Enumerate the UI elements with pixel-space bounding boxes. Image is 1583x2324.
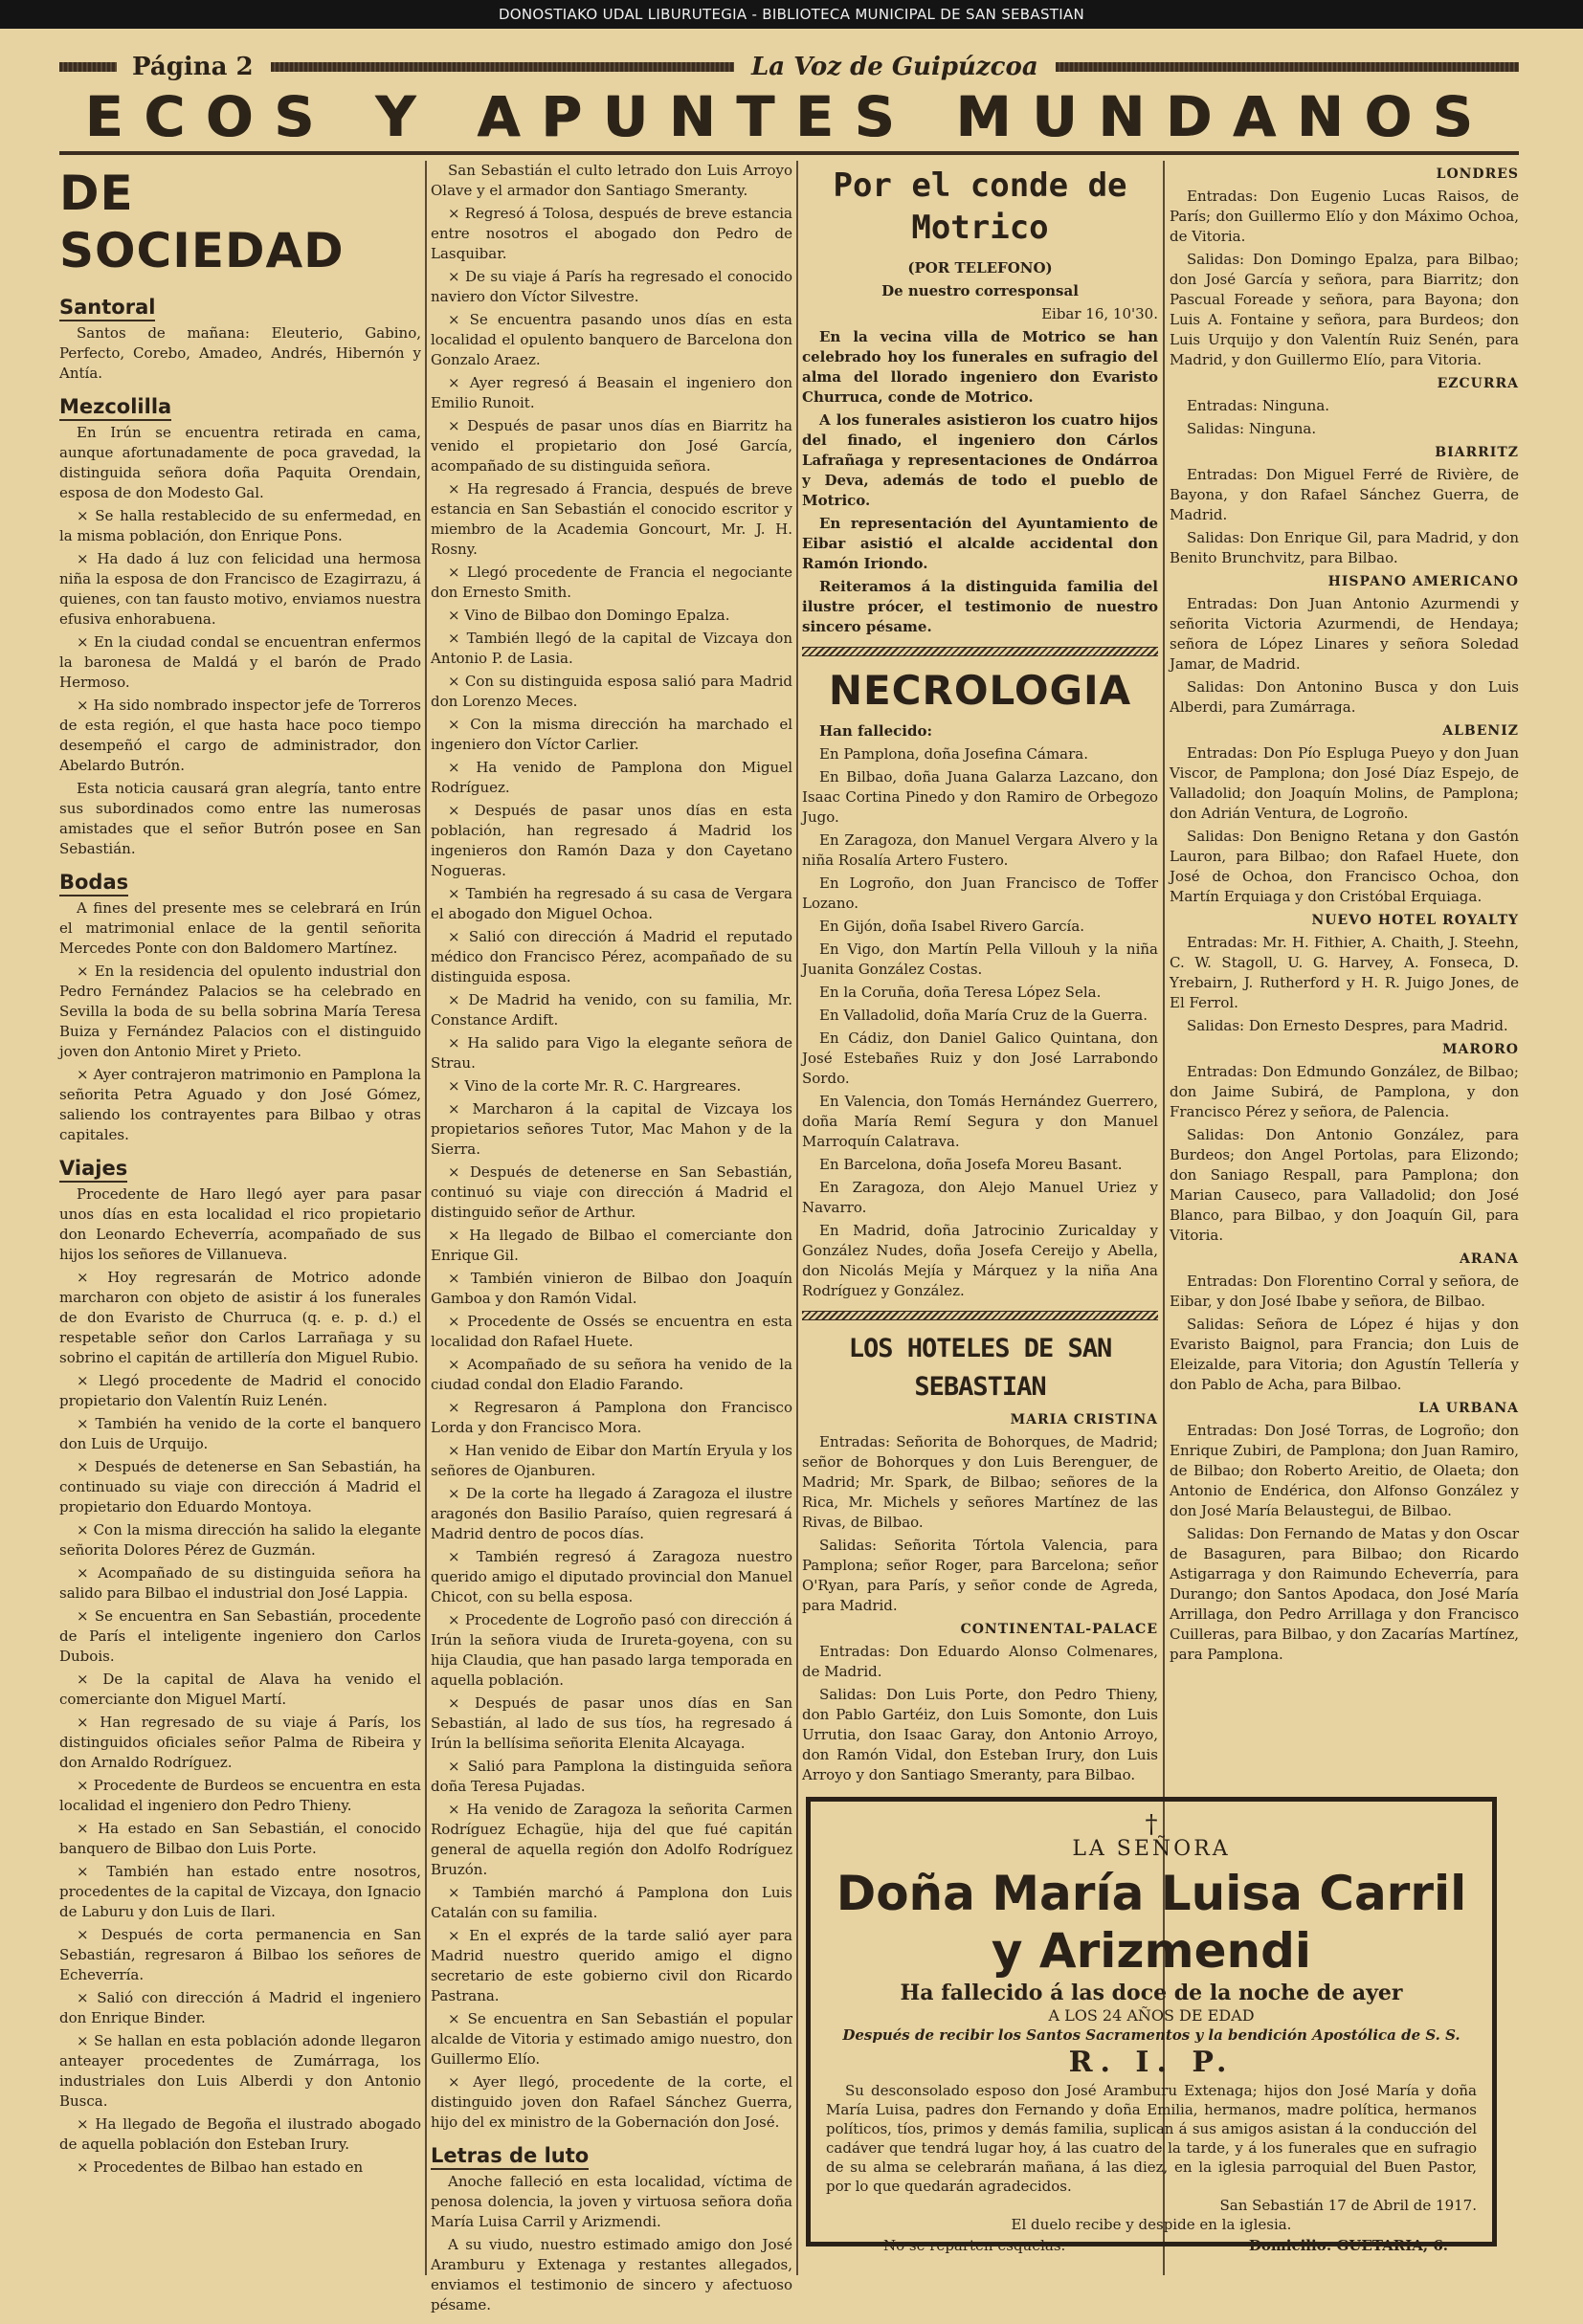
news-item: A los funerales asistieron los cuatro hijos del finado, el ingeniero don Cárlos Lafrañaga y representaciones de Ondárroa y Deva, además de todo el pueblo de Motrico.: [802, 411, 1158, 509]
death-item: En Zaragoza, don Manuel Vergara Alvero y la niña Rosalía Artero Fustero.: [802, 831, 1158, 869]
obituary-date: San Sebastián 17 de Abril de 1917.: [1219, 2197, 1477, 2214]
death-item: En Valencia, don Tomás Hernández Guerrero, doña María Remí Segura y don Manuel Marroquín Calatrava.: [802, 1093, 1158, 1150]
news-item: × Procedente de Burdeos se encuentra en esta localidad el ingeniero don Pedro Thieny.: [59, 1777, 421, 1814]
hotel-entry: Salidas: Señora de López é hijas y don Evaristo Baignol, para Francia; don Luis de Eleizalde, para Vitoria; don Agustín Tellería y don Pablo de Acha, para Bilbao.: [1170, 1316, 1519, 1393]
news-item: × En el exprés de la tarde salió ayer para Madrid nuestro querido amigo el digno secretario de este gobierno civil don Ricardo Pastrana.: [431, 1927, 792, 2004]
dateline: Eibar 16, 10'30.: [1041, 305, 1158, 322]
obituary-body: Su desconsolado esposo don José Aramburu Extenaga; hijos don José María y doña María Luisa, padres don Fernando y doña Emilia, hermanos, madre política, hermanos políticos, tíos, primos y demás familia, suplican á sus amigos asistan á la conducción del cadáver que tendrá lugar hoy, á las cuatro de la tarde, y á los funerales que en sufragio de su alma se celebrarán mañana, á las diez, en la iglesia parroquial del Buen Pastor, por lo que quedarán agradecidos.: [826, 2082, 1477, 2195]
age-statement: A LOS 24 AÑOS DE EDAD: [1048, 2006, 1255, 2025]
correspondent: De nuestro corresponsal: [881, 282, 1079, 299]
obituary-la-senora: LA SEÑORA: [1072, 1837, 1231, 1861]
news-item: × Regresó á Tolosa, después de breve estancia entre nosotros el abogado don Pedro de Lasquibar.: [431, 205, 792, 262]
news-item: × Se hallan en esta población adonde llegaron anteayer procedentes de Zumárraga, los industriales don Luis Alberdi y don Antonio Busca.: [59, 2032, 421, 2110]
news-item: San Sebastián el culto letrado don Luis Arroyo Olave y el armador don Santiago Smeranty.: [431, 162, 792, 199]
hotel-entry: Salidas: Don Ernesto Despres, para Madrid.: [1187, 1017, 1508, 1034]
news-item: × Ha estado en San Sebastián, el conocido banquero de Bilbao don Luis Porte.: [59, 1820, 421, 1857]
news-item: × Procedente de Logroño pasó con dirección á Irún la señora viuda de Irureta-goyena, con su hija Claudia, que han pasado larga temporada en aquella población.: [431, 1611, 792, 1689]
news-item: × Después de detenerse en San Sebastián, continuó su viaje con dirección á Madrid el distinguido señor de Arthur.: [431, 1163, 792, 1221]
header-rule: [271, 62, 734, 72]
divider: [802, 1311, 1158, 1320]
news-item: × De Madrid ha venido, con su familia, Mr. Constance Ardift.: [431, 991, 792, 1029]
hotel-name: LONDRES: [1436, 166, 1519, 182]
travel-notes-list: [431, 161, 792, 2133]
news-item: En representación del Ayuntamiento de Eibar asistió el alcalde accidental don Ramón Iriondo.: [802, 515, 1158, 572]
news-item: × Con su distinguida esposa salió para Madrid don Lorenzo Meces.: [431, 673, 792, 710]
news-item: × Vino de Bilbao don Domingo Epalza.: [448, 607, 730, 624]
bodas-heading: Bodas: [59, 870, 128, 896]
divider: [802, 647, 1158, 656]
death-item: En Valladolid, doña María Cruz de la Guerra.: [819, 1007, 1148, 1024]
news-item: En la vecina villa de Motrico se han celebrado hoy los funerales en sufragio del alma del llorado ingeniero don Evaristo Churruca, conde de Motrico.: [802, 328, 1158, 406]
news-item: × También vinieron de Bilbao don Joaquín Gamboa y don Ramón Vidal.: [431, 1270, 792, 1307]
news-item: × Ha llegado de Begoña el ilustrado abogado de aquella población don Esteban Irury.: [59, 2115, 421, 2153]
hotel-name: CONTINENTAL-PALACE: [960, 1622, 1158, 1637]
news-item: × Con la misma dirección ha salido la elegante señorita Dolores Pérez de Guzmán.: [59, 1521, 421, 1559]
column-divider: [796, 161, 798, 2275]
news-item: × También llegó de la capital de Vizcaya don Antonio P. de Lasia.: [431, 630, 792, 667]
news-item: × Llegó procedente de Madrid el conocido propietario don Valentín Ruiz Lenén.: [59, 1372, 421, 1409]
news-item: × Después de detenerse en San Sebastián, ha continuado su viaje con dirección á Madrid el propietario don Eduardo Montoya.: [59, 1458, 421, 1516]
hotel-entry: Entradas: Don Pío Espluga Pueyo y don Juan Viscor, de Pamplona; don José Díaz Espejo, de Valladolid; don Joaquín Molins, de Pamplona; don Adrián Ventura, de Logroño.: [1170, 744, 1519, 822]
title-rule: [59, 151, 1519, 155]
hotel-name: ALBENIZ: [1442, 723, 1519, 739]
news-item: × Ayer llegó, procedente de la corte, el distinguido joven don Rafael Sánchez Guerra, hijo del ex ministro de la Gobernación don José.: [431, 2073, 792, 2131]
hotel-entry: Salidas: Don Domingo Epalza, para Bilbao; don José García y señora, para Biarritz; don Pascual Foreade y señora, para Bayona; don Luis A. Fontaine y señora, para Burdeos; don Luis Urquijo y don Valentín Ruiz Senén, para Madrid, y don Guillermo Elío, para Vitoria.: [1170, 251, 1519, 368]
news-item: × Vino de la corte Mr. R. C. Hargreares.: [448, 1077, 742, 1095]
news-item: × Acompañado de su señora ha venido de la ciudad condal don Eladio Farando.: [431, 1356, 792, 1393]
news-item: × Ayer contrajeron matrimonio en Pamplona la señorita Petra Aguado y don José Gómez, saliendo los contrayentes para Bilbao y otras capitales.: [59, 1066, 421, 1143]
news-item: × Después de corta permanencia en San Sebastián, regresaron á Bilbao los señores de Echeverría.: [59, 1926, 421, 1983]
hotel-entry: Salidas: Ninguna.: [1187, 420, 1317, 437]
news-item: × Hoy regresarán de Motrico adonde marcharon con objeto de asistir á los funerales de don Evaristo de Churruca (q. e. p. d.) el respetable señor don Carlos Larrañaga y su sobrino el capitán de artillería don Miguel Rubio.: [59, 1269, 421, 1366]
hotel-list: [802, 1410, 1158, 1785]
news-item: × Llegó procedente de Francia el negociante don Ernesto Smith.: [431, 564, 792, 601]
death-item: En la Coruña, doña Teresa López Sela.: [819, 984, 1102, 1001]
santoral-heading: Santoral: [59, 295, 155, 321]
deceased-name: Doña María Luisa Carril y Arizmendi: [836, 1866, 1467, 1979]
mezcolilla-heading: Mezcolilla: [59, 394, 171, 421]
news-item: × Se encuentra en San Sebastián, procedente de París el inteligente ingeniero don Carlos Dubois.: [59, 1607, 421, 1665]
hotel-entry: Entradas: Señorita de Bohorques, de Madrid; señor de Bohorques y don Luis Berenguer, de Madrid; Mr. Spark, de Bilbao; señores de la Rica, Mr. Michels y señores Martínez de las Rivas, de Bilbao.: [802, 1433, 1158, 1531]
santoral-text: Santos de mañana: Eleuterio, Gabino, Perfecto, Corebo, Amadeo, Andrés, Hibernón y Antía.: [59, 324, 421, 382]
hotel-entry: Salidas: Señorita Tórtola Valencia, para Pamplona; señor Roger, para Barcelona; señor O'Ryan, para París, y señor conde de Agreda, para Madrid.: [802, 1537, 1158, 1614]
death-item: En Vigo, don Martín Pella Villouh y la niña Juanita González Costas.: [802, 941, 1158, 978]
news-item: Anoche falleció en esta localidad, víctima de penosa dolencia, la joven y virtuosa señora doña María Luisa Carril y Arizmendi.: [431, 2173, 792, 2230]
news-item: × Después de pasar unos días en San Sebastián, al lado de sus tíos, ha regresado á Irún la bellísima señorita Elenita Alcayaga.: [431, 1694, 792, 1752]
news-item: Reiteramos á la distinguida familia del ilustre prócer, el testimonio de nuestro sincero pésame.: [802, 578, 1158, 635]
hotel-entry: Entradas: Ninguna.: [1187, 397, 1330, 414]
column-sociedad: [59, 161, 421, 2275]
death-statement: Ha fallecido á las doce de la noche de ayer: [900, 1981, 1403, 2005]
no-esquelas-note: No se reparten esquelas.: [883, 2237, 1066, 2254]
han-fallecido: Han fallecido:: [819, 722, 932, 740]
news-item: En Irún se encuentra retirada en cama, aunque afortunadamente de poca gravedad, la distinguida señora doña Paquita Orendain, esposa de don Modesto Gal.: [59, 424, 421, 501]
newspaper-name: La Voz de Guipúzcoa: [750, 53, 1038, 81]
news-item: × También regresó á Zaragoza nuestro querido amigo el diputado provincial don Manuel Chicot, con su bella esposa.: [431, 1548, 792, 1605]
news-item: × De la capital de Alava ha venido el comerciante don Miguel Martí.: [59, 1671, 421, 1708]
news-item: × Se halla restablecido de su enfermedad, en la misma población, don Enrique Pons.: [59, 507, 421, 544]
news-item: × También ha venido de la corte el banquero don Luis de Urquijo.: [59, 1415, 421, 1452]
viajes-list: [59, 1184, 421, 2178]
news-item: × Ayer regresó á Beasain el ingeniero don Emilio Runoit.: [431, 374, 792, 411]
death-item: En Zaragoza, don Alejo Manuel Uriez y Navarro.: [802, 1179, 1158, 1216]
news-item: × Después de pasar unos días en esta población, han regresado á Madrid los ingenieros don Ramón Daza y don Cayetano Nogueras.: [431, 802, 792, 879]
news-item: × Ha venido de Pamplona don Miguel Rodríguez.: [431, 759, 792, 796]
hotel-entry: Salidas: Don Antonino Busca y don Luis Alberdi, para Zumárraga.: [1170, 678, 1519, 716]
hotel-entry: Entradas: Don José Torras, de Logroño; don Enrique Zubiri, de Pamplona; don Juan Ramiro, de Bilbao; don Roberto Areitio, de Olaeta; don Antonio de Endérica, don Alfonso González y don José María Belaustegui, de Bilbao.: [1170, 1422, 1519, 1519]
hotel-entry: Entradas: Don Florentino Corral y señora, de Eibar, y don José Ibabe y señora, de Bilbao.: [1170, 1273, 1519, 1310]
society-heading: DE SOCIEDAD: [59, 166, 345, 278]
sacraments-statement: Después de recibir los Santos Sacramentos y la bendición Apostólica de S. S.: [842, 2026, 1460, 2044]
hotel-name: BIARRITZ: [1435, 445, 1519, 460]
news-item: × Ha sido nombrado inspector jefe de Torreros de esta región, el que hasta hace poco tiempo desempeñó el cargo de administrador, don Abelardo Butrón.: [59, 697, 421, 774]
news-item: × Ha venido de Zaragoza la señorita Carmen Rodríguez Echagüe, hija del que fué capitán general de aquella región don Adolfo Rodríguez Bruzón.: [431, 1801, 792, 1878]
news-item: × También han estado entre nosotros, procedentes de la capital de Vizcaya, don Ignacio de Laburu y don Luis de Ilari.: [59, 1863, 421, 1920]
header-rule: [1056, 62, 1519, 72]
hotel-name: LA URBANA: [1418, 1401, 1519, 1416]
luto-heading: Letras de luto: [431, 2143, 589, 2170]
hotel-entry: Entradas: Don Miguel Ferré de Rivière, de Bayona, y don Rafael Sánchez Guerra, de Madrid.: [1170, 466, 1519, 523]
hotel-name: EZCURRA: [1437, 376, 1519, 391]
page-number: Página 2: [132, 53, 254, 81]
mezcolilla-list: [59, 423, 421, 859]
death-item: En Gijón, doña Isabel Rivero García.: [819, 918, 1085, 935]
hotel-entry: Entradas: Don Eugenio Lucas Raisos, de París; don Guillermo Elío y don Máximo Ochoa, de Vitoria.: [1170, 188, 1519, 245]
hotel-name: MARIA CRISTINA: [1010, 1412, 1158, 1428]
archive-banner: DONOSTIAKO UDAL LIBURUTEGIA - BIBLIOTECA MUNICIPAL DE SAN SEBASTIAN: [0, 0, 1583, 29]
news-item: × Procedentes de Bilbao han estado en: [77, 2158, 364, 2176]
hotel-entry: Salidas: Don Enrique Gil, para Madrid, y don Benito Brunchvitz, para Bilbao.: [1170, 529, 1519, 566]
hotel-name: HISPANO AMERICANO: [1327, 574, 1519, 589]
news-item: Procedente de Haro llegó ayer para pasar unos días en esta localidad el rico propietario don Leonardo Echeverría, acompañado de sus hijos los señores de Villanueva.: [59, 1185, 421, 1263]
news-item: × Después de pasar unos días en Biarritz ha venido el propietario don José García, acompañado de su distinguida señora.: [431, 417, 792, 475]
hotel-entry: Entradas: Don Juan Antonio Azurmendi y señorita Victoria Azurmendi, de Hendaya; señora de López Linares y señora Soledad Jamar, de Madrid.: [1170, 595, 1519, 673]
section-title: ECOS Y APUNTES MUNDANOS: [84, 84, 1494, 149]
hotels-heading: LOS HOTELES DE SAN SEBASTIAN: [848, 1334, 1112, 1402]
hotel-entry: Entradas: Don Eduardo Alonso Colmenares, de Madrid.: [802, 1643, 1158, 1680]
news-item: × Con la misma dirección ha marchado el ingeniero don Víctor Carlier.: [431, 716, 792, 753]
by-phone: (POR TELEFONO): [907, 259, 1053, 277]
hotel-entry: Entradas: Mr. H. Fithier, A. Chaith, J. Steehn, C. W. Stagoll, U. G. Harvey, A. Fonseca, D. Yrebairn, J. Rutherford y H. R. Juigo Jones, de El Ferrol.: [1170, 934, 1519, 1011]
hotel-list: [1170, 165, 1519, 1665]
news-item: × Ha regresado á Francia, después de breve estancia en San Sebastián el conocido escritor y miembro de la Academia Goncourt, Mr. J. H. Rosny.: [431, 480, 792, 558]
obituary-notice: [806, 1797, 1497, 2254]
news-item: × De la corte ha llegado á Zaragoza el ilustre aragonés don Basilio Paraíso, quien regresará á Madrid dentro de pocos días.: [431, 1485, 792, 1542]
duelo-note: El duelo recibe y despide en la iglesia.: [1011, 2216, 1292, 2233]
news-item: × Salió con dirección á Madrid el reputado médico don Francisco Pérez, acompañado de su distinguida esposa.: [431, 928, 792, 985]
news-item: × Ha salido para Vigo la elegante señora de Strau.: [431, 1034, 792, 1072]
news-item: A fines del presente mes se celebrará en Irún el matrimonial enlace de la gentil señorita Mercedes Ponte con don Baldomero Martínez.: [59, 899, 421, 957]
news-item: × Salió para Pamplona la distinguida señora doña Teresa Pujadas.: [431, 1758, 792, 1795]
news-item: × También marchó á Pamplona don Luis Catalán con su familia.: [431, 1884, 792, 1921]
news-item: × Regresaron á Pamplona don Francisco Lorda y don Francisco Mora.: [431, 1399, 792, 1436]
rip: R. I. P.: [1068, 2046, 1235, 2079]
news-item: × Marcharon á la capital de Vizcaya los propietarios señores Tutor, Mac Mahon y de la Sierra.: [431, 1100, 792, 1158]
death-item: En Bilbao, doña Juana Galarza Lazcano, don Isaac Cortina Pinedo y don Ramiro de Orbegozo Jugo.: [802, 768, 1158, 826]
necrologia-heading: NECROLOGIA: [828, 667, 1132, 714]
news-item: × Se encuentra pasando unos días en esta localidad el opulento banquero de Barcelona don Gonzalo Araez.: [431, 311, 792, 368]
news-item: × Procedente de Ossés se encuentra en esta localidad don Rafael Huete.: [431, 1313, 792, 1350]
news-item: × Han venido de Eibar don Martín Eryula y los señores de Ojanburen.: [431, 1442, 792, 1479]
hotel-entry: Salidas: Don Luis Porte, don Pedro Thieny, don Pablo Gartéiz, don Luis Somonte, don Luis Urrutia, don Isaac Garay, don Antonio Arroyo, don Ramón Vidal, don Esteban Irury, don Luis Arroyo y don Santiago Smeranty, para Bilbao.: [802, 1686, 1158, 1783]
motrico-text: [802, 327, 1158, 637]
news-item: × Salió con dirección á Madrid el ingeniero don Enrique Binder.: [59, 1989, 421, 2026]
column-viajes-cont: [431, 161, 792, 2313]
death-item: En Madrid, doña Jatrocinio Zuricalday y González Nudes, doña Josefa Cereijo y Abella, don Nicolás Mejía y Márquez y la niña Ana Rodríguez y González.: [802, 1222, 1158, 1299]
hotel-entry: Salidas: Don Antonio González, para Burdeos; don Angel Portolas, para Elizondo; don Saniago Respall, para Pamplona; don Marian Causeco, para Valladolid; don José Blanco, para Bilbao, y don Joaquín Gil, para Vitoria.: [1170, 1126, 1519, 1244]
death-item: En Pamplona, doña Josefina Cámara.: [819, 745, 1089, 763]
column-divider: [425, 161, 427, 2275]
page-header: [59, 50, 1519, 84]
hotel-name: NUEVO HOTEL ROYALTY: [1311, 913, 1519, 928]
news-item: × De su viaje á París ha regresado el conocido naviero don Víctor Silvestre.: [431, 268, 792, 305]
death-item: En Logroño, don Juan Francisco de Toffer Lozano.: [802, 874, 1158, 912]
necrologia-list: [802, 744, 1158, 1301]
news-item: × Han regresado de su viaje á París, los distinguidos oficiales señor Palma de Ribeira y don Arnaldo Rodríguez.: [59, 1714, 421, 1771]
news-item: × Ha llegado de Bilbao el comerciante don Enrique Gil.: [431, 1227, 792, 1264]
news-item: × Ha dado á luz con felicidad una hermosa niña la esposa de don Francisco de Ezagirrazu, á quienes, con tan fausto motivo, enviamos nuestra efusiva enhorabuena.: [59, 550, 421, 628]
hotel-name: MARORO: [1441, 1042, 1519, 1057]
motrico-heading: Por el conde de Motrico: [833, 166, 1127, 247]
header-rule: [59, 62, 117, 72]
news-item: × En la residencia del opulento industrial don Pedro Fernández Palacios se ha celebrado en Sevilla la boda de su bella sobrina María Teresa Buiza y Fernández Palacios con el distinguido joven don Antonio Miret y Prieto.: [59, 963, 421, 1060]
hotel-entry: Salidas: Don Benigno Retana y don Gastón Lauron, para Bilbao; don Rafael Huete, don José de Ochoa, don Francisco Ochoa, don Martín Erquiaga y don Cristóbal Erquiaga.: [1170, 828, 1519, 905]
news-item: × También ha regresado á su casa de Vergara el abogado don Miguel Ochoa.: [431, 885, 792, 922]
viajes-heading: Viajes: [59, 1156, 127, 1183]
hotel-name: ARANA: [1459, 1251, 1519, 1267]
hotel-entry: Entradas: Don Edmundo González, de Bilbao; don Jaime Subirá, de Pamplona, y don Francisco Pérez y señora, de Palencia.: [1170, 1063, 1519, 1120]
death-item: En Cádiz, don Daniel Galico Quintana, don José Estebañes Ruiz y don José Larrabondo Sordo.: [802, 1029, 1158, 1087]
news-item: × Acompañado de su distinguida señora ha salido para Bilbao el industrial don José Lappia.: [59, 1564, 421, 1602]
news-item: Esta noticia causará gran alegría, tanto entre sus subordinados como entre las numerosas amistades que el señor Butrón posee en San Sebastián.: [59, 780, 421, 857]
hotel-entry: Salidas: Don Fernando de Matas y don Oscar de Basaguren, para Bilbao; don Ricardo Astigarraga y don Raimundo Echeverría, para Durango; don Santos Apodaca, don José María Arrillaga, don Pedro Arrillaga y don Francisco Cuilleras, para Bilbao, y don Zacarías Martínez, para Pamplona.: [1170, 1525, 1519, 1663]
luto-list: [431, 2172, 792, 2315]
domicilio: Domicilio: GUETARIA, 6.: [1248, 2237, 1448, 2254]
news-item: × En la ciudad condal se encuentran enfermos la baronesa de Maldá y el barón de Prado Hermoso.: [59, 633, 421, 691]
bodas-list: [59, 898, 421, 1145]
death-item: En Barcelona, doña Josefa Moreu Basant.: [819, 1156, 1123, 1173]
news-item: × Se encuentra en San Sebastián el popular alcalde de Vitoria y estimado amigo nuestro, don Guillermo Elío.: [431, 2010, 792, 2068]
cross-icon: †: [1145, 1810, 1158, 1839]
news-item: A su viudo, nuestro estimado amigo don José Aramburu y Extenaga y restantes allegados, enviamos el testimonio de sincero y afectuoso pésame.: [431, 2236, 792, 2313]
